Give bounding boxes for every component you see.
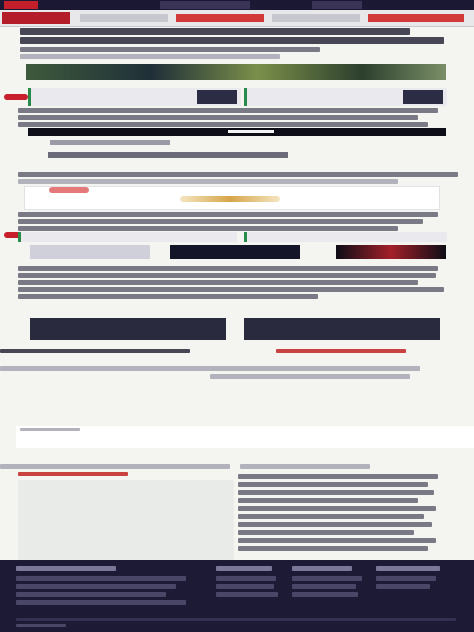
related-card[interactable] <box>244 232 447 242</box>
thumbnail[interactable] <box>30 245 150 259</box>
headline[interactable] <box>20 26 444 58</box>
hero-image[interactable] <box>26 64 446 80</box>
data-table <box>18 480 234 560</box>
related-card[interactable] <box>28 88 241 106</box>
more-stories-header <box>0 346 474 358</box>
embed-highlight <box>180 196 280 202</box>
more-stories-list <box>0 360 474 384</box>
article-paragraph <box>18 266 448 306</box>
thumbnail[interactable] <box>170 245 300 259</box>
main-navigation <box>0 10 474 27</box>
related-thumbnail <box>197 90 237 104</box>
image-caption <box>50 140 170 145</box>
link-button[interactable] <box>30 318 226 340</box>
progress-indicator[interactable] <box>228 130 274 133</box>
sidebar-table <box>0 460 474 560</box>
related-cards <box>16 232 448 244</box>
top-link-group[interactable] <box>160 1 250 9</box>
ad-slot <box>16 426 474 448</box>
nav-item-active[interactable] <box>176 14 264 22</box>
tag-badge <box>4 94 28 100</box>
nav-item-active[interactable] <box>368 14 464 22</box>
subheading <box>48 152 288 158</box>
nav-item[interactable] <box>272 14 360 22</box>
nav-item[interactable] <box>80 14 168 22</box>
top-bar <box>0 0 474 10</box>
media-player[interactable] <box>28 128 446 136</box>
thumbnail[interactable] <box>336 245 446 259</box>
related-thumbnail <box>403 90 443 104</box>
related-cards <box>16 88 446 106</box>
logo-icon[interactable] <box>4 1 38 9</box>
embed-tag <box>49 187 89 193</box>
related-card[interactable] <box>244 88 447 106</box>
top-link-account[interactable] <box>312 1 362 9</box>
article-list <box>238 474 438 560</box>
thumbnail-row <box>30 245 450 263</box>
link-grid <box>30 318 440 342</box>
site-footer <box>0 560 474 632</box>
related-card[interactable] <box>18 232 237 242</box>
link-button[interactable] <box>244 318 440 340</box>
brand-logo[interactable] <box>2 12 70 24</box>
